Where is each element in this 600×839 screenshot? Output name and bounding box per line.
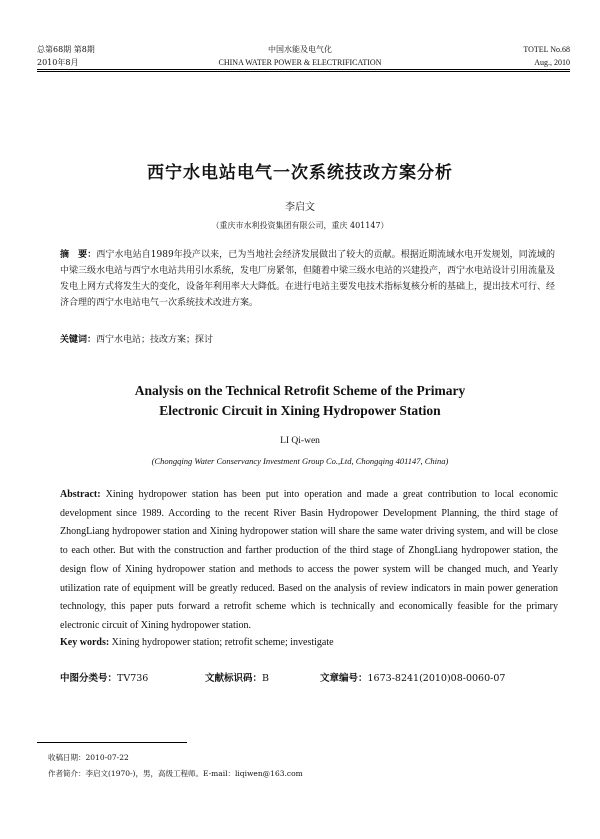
- clc-label: 中图分类号：: [60, 673, 118, 684]
- author-en: LI Qi-wen: [280, 436, 320, 446]
- keywords-text-cn: 西宁水电站；技改方案；探讨: [96, 335, 214, 345]
- keywords-label-cn: 关键词：: [60, 335, 97, 345]
- abstract-label-cn: 摘 要：: [60, 250, 97, 260]
- paper-title-en: [0, 381, 600, 421]
- header-rule: [37, 69, 570, 70]
- footnote-rule: [37, 742, 187, 743]
- journal-name-en: CHINA WATER POWER & ELECTRIFICATION: [218, 58, 382, 67]
- journal-name-cn: 中国水能及电气化: [268, 45, 332, 54]
- issue-number-en: TOTEL No.68: [523, 45, 570, 54]
- issue-number-cn: 总第68期 第8期: [37, 45, 95, 54]
- affiliation-cn: （重庆市水利投资集团有限公司，重庆 401147）: [211, 221, 389, 230]
- article-number: [320, 670, 505, 684]
- abstract-text-cn: 西宁水电站自1989年投产以来，已为当地社会经济发展做出了较大的贡献。根据近期流域水电开发规划，同流域的中梁三级水电站与西宁水电站共用引水系统，发电厂房紧邻，但随着中梁三级水电站的兴建投产，西宁水电站设计引用流量及发电上网方式将发生大的变化，设备年利用率大大降低。在进行电站主要发电技术指标复核分析的基础上，提出技术可行、经济合理的西宁水电站电气一次系统技术改进方案。: [60, 250, 556, 308]
- paper-title-en-line2: Electronic Circuit in Xining Hydropower Station: [159, 403, 441, 418]
- article-label: 文章编号：: [320, 673, 368, 684]
- doc-value: B: [262, 673, 269, 684]
- abstract-label-en: Abstract:: [60, 489, 101, 500]
- author-bio: 作者简介：李启文(1970-)，男，高级工程师。E-mail：liqiwen@163.com: [48, 769, 303, 778]
- affiliation-en: (Chongqing Water Conservancy Investment Group Co.,Ltd, Chongqing 401147, China): [151, 456, 449, 466]
- document-code: [205, 670, 269, 684]
- header-rule-thin: [37, 71, 570, 72]
- received-date: 收稿日期：2010-07-22: [48, 753, 129, 762]
- doc-label: 文献标识码：: [205, 673, 263, 684]
- paper-title-cn: 西宁水电站电气一次系统技改方案分析: [147, 163, 453, 183]
- keywords-en: [60, 636, 558, 650]
- abstract-text-en: Xining hydropower station has been put into operation and made a great contribution to local economic development since 1989. According to the recent River Basin Hydropower Development Planning, the third stage of ZhongLiang hydropower station and Xining hydropower station will share the same water driving system, and will be close to each other. But with the construction and farther production of the third stage of ZhongLiang hydropower station, the design flow of Xining hydropower station and methods to access the power system will be changed much, and Yearly utilization rate of equipment will be greatly reduced. Based on the analysis of review indicators in main power generation technology, this paper puts forward a retrofit scheme which is technically and economically feasible for the primary electronic circuit of Xining hydropower station.: [60, 489, 558, 631]
- keywords-text-en: Xining hydropower station; retrofit scheme; investigate: [111, 637, 334, 648]
- keywords-label-en: Key words:: [60, 637, 110, 648]
- issue-date-cn: 2010年8月: [37, 58, 79, 67]
- article-value: 1673-8241(2010)08-0060-07: [367, 673, 506, 684]
- abstract-cn: [60, 247, 555, 311]
- clc-number: [60, 670, 148, 684]
- clc-value: TV736: [117, 673, 149, 684]
- paper-title-en-line1: Analysis on the Technical Retrofit Scheme of the Primary: [134, 383, 466, 398]
- author-cn: 李启文: [285, 202, 315, 213]
- issue-date-en: Aug., 2010: [534, 58, 570, 67]
- keywords-cn: [60, 333, 555, 347]
- abstract-en: [60, 486, 558, 636]
